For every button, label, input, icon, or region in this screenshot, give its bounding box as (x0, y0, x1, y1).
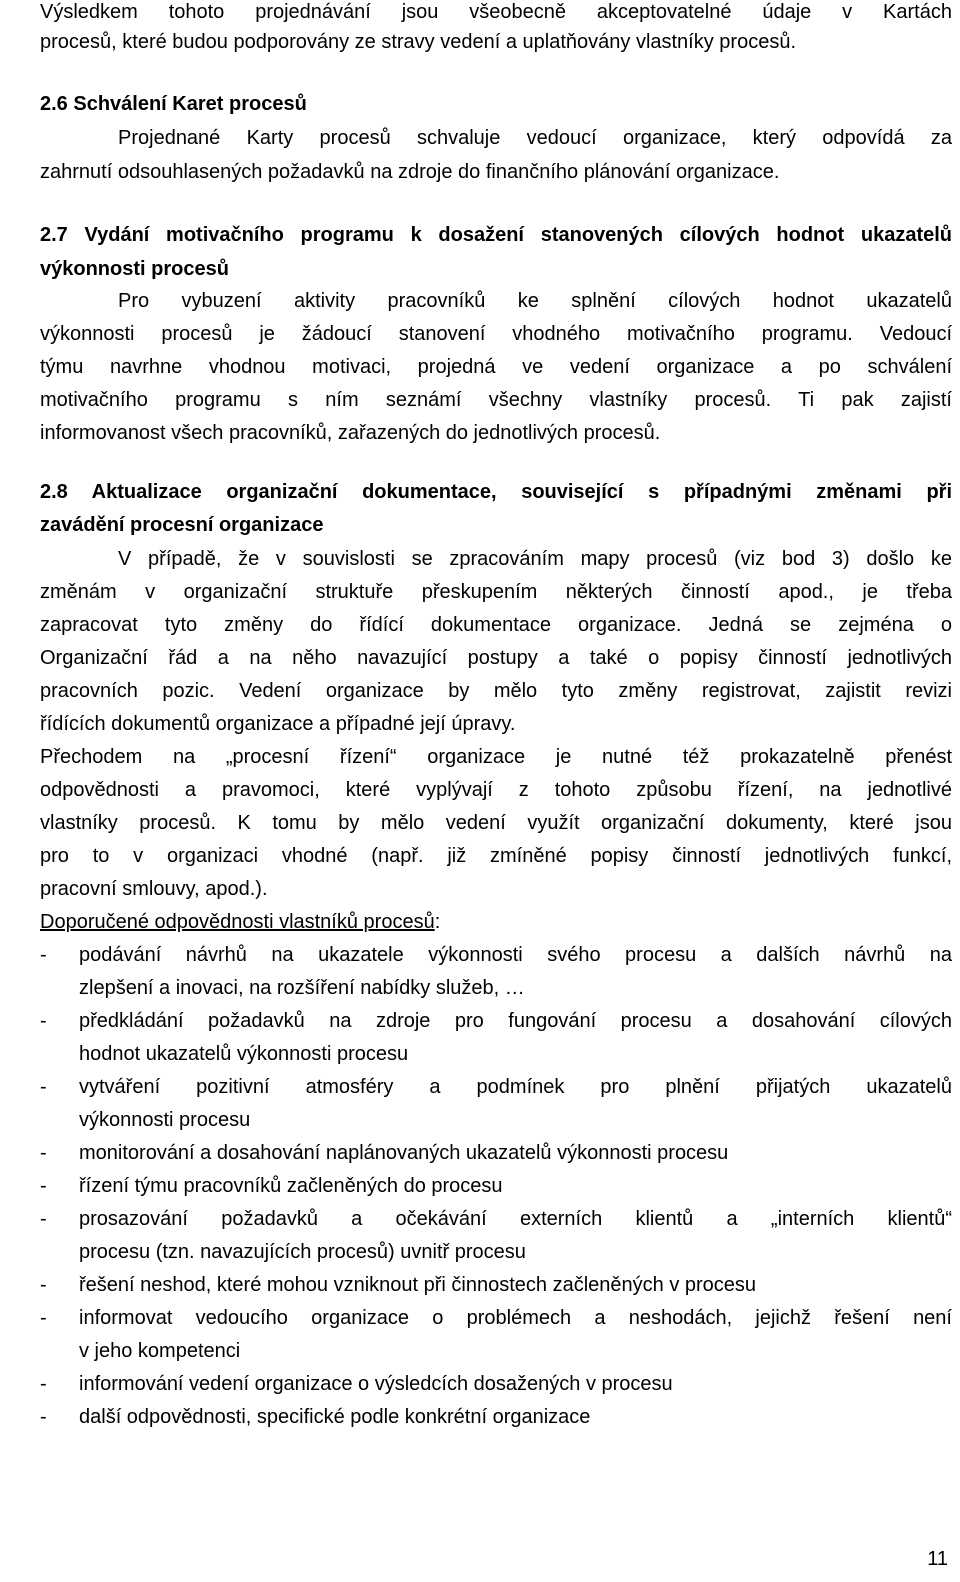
section-2-8-line-6: řídících dokumentů organizace a případné její úpravy. (40, 713, 516, 735)
section-2-6-heading: 2.6 Schválení Karet procesů (40, 93, 307, 115)
list-item-text (79, 1139, 952, 1167)
list-item-line: podávání návrhů na ukazatele výkonnosti svého procesu a dalších návrhů na (79, 944, 952, 966)
section-2-8-line-2: změnám v organizační struktuře přeskupením některých činností apod., je třeba (40, 581, 952, 603)
list-item-line: informovat vedoucího organizace o problémech a neshodách, jejichž řešení není (79, 1307, 952, 1329)
transfer-paragraph-line-2: odpovědnosti a pravomoci, které vyplývají z tohoto způsobu řízení, na jednotlivé (40, 779, 952, 801)
section-2-8-heading-line-1: 2.8 Aktualizace organizační dokumentace, související s případnými změnami při (40, 481, 952, 503)
list-item-line: procesu (tzn. navazujících procesů) uvnitř procesu (79, 1241, 526, 1263)
list-item-dash: - (40, 1010, 47, 1032)
list-item-text (79, 941, 952, 1002)
list-item-line: řešení neshod, které mohou vzniknout při činnostech začleněných v procesu (79, 1274, 757, 1296)
section-2-6-paragraph-line-2: zahrnutí odsouhlasených požadavků na zdroje do finančního plánování organizace. (40, 161, 780, 183)
section-2-7-line-2: výkonnosti procesů je žádoucí stanovení vhodného motivačního programu. Vedoucí (40, 323, 952, 345)
list-item-text (79, 1370, 952, 1398)
intro-line-2: procesů, které budou podporovány ze stravy vedení a uplatňovány vlastníky procesů. (40, 31, 797, 53)
responsibilities-title-colon: : (434, 911, 441, 933)
list-item-dash: - (40, 1175, 47, 1197)
list-item-line: informování vedení organizace o výsledcích dosažených v procesu (79, 1373, 673, 1395)
transfer-paragraph-line-1: Přechodem na „procesní řízení“ organizace je nutné též prokazatelně přenést (40, 746, 952, 768)
list-item-text (79, 1271, 952, 1299)
list-item-text (79, 1172, 952, 1200)
section-2-7-line-5: informovanost všech pracovníků, zařazených do jednotlivých procesů. (40, 422, 661, 444)
transfer-paragraph-line-3: vlastníky procesů. K tomu by mělo vedení využít organizační dokumenty, které jsou (40, 812, 952, 834)
list-item-text (79, 1073, 952, 1134)
list-item-line: výkonnosti procesu (79, 1109, 251, 1131)
list-item-dash: - (40, 1406, 47, 1428)
list-item-line: další odpovědnosti, specifické podle konkrétní organizace (79, 1406, 591, 1428)
list-item-dash: - (40, 1208, 47, 1230)
section-2-6-paragraph-line-1: Projednané Karty procesů schvaluje vedoucí organizace, který odpovídá za (118, 127, 952, 149)
list-item-text (79, 1205, 952, 1266)
list-item-line: hodnot ukazatelů výkonnosti procesu (79, 1043, 409, 1065)
section-2-8-line-1: V případě, že v souvislosti se zpracováním mapy procesů (viz bod 3) došlo ke (118, 548, 952, 570)
intro-line-1: Výsledkem tohoto projednávání jsou všeobecně akceptovatelné údaje v Kartách (40, 1, 952, 23)
list-item-line: předkládání požadavků na zdroje pro fungování procesu a dosahování cílových (79, 1010, 952, 1032)
list-item-text (79, 1403, 952, 1431)
list-item-dash: - (40, 1274, 47, 1296)
list-item-text (79, 1007, 952, 1068)
list-item-line: v jeho kompetenci (79, 1340, 241, 1362)
transfer-paragraph-line-4: pro to v organizaci vhodné (např. již zmíněné popisy činností jednotlivých funkcí, (40, 845, 952, 867)
responsibilities-list-title (40, 908, 952, 936)
list-item-line: vytváření pozitivní atmosféry a podmínek pro plnění přijatých ukazatelů (79, 1076, 952, 1098)
transfer-paragraph-line-5: pracovní smlouvy, apod.). (40, 878, 268, 900)
list-item-dash: - (40, 944, 47, 966)
list-item-line: monitorování a dosahování naplánovaných ukazatelů výkonnosti procesu (79, 1142, 729, 1164)
page-number: 11 (927, 1548, 948, 1570)
section-2-7-line-1: Pro vybuzení aktivity pracovníků ke splnění cílových hodnot ukazatelů (118, 290, 952, 312)
section-2-8-line-5: pracovních pozic. Vedení organizace by mělo tyto změny registrovat, zajistit revizi (40, 680, 952, 702)
list-item-line: zlepšení a inovaci, na rozšíření nabídky služeb, … (79, 977, 525, 999)
section-2-8-line-4: Organizační řád a na něho navazující postupy a také o popisy činností jednotlivých (40, 647, 952, 669)
list-item-line: řízení týmu pracovníků začleněných do procesu (79, 1175, 503, 1197)
list-item-text (79, 1304, 952, 1365)
section-2-7-line-4: motivačního programu s ním seznámí všechny vlastníky procesů. Ti pak zajistí (40, 389, 952, 411)
section-2-8-heading-line-2: zavádění procesní organizace (40, 514, 324, 536)
list-item-dash: - (40, 1076, 47, 1098)
list-item-dash: - (40, 1373, 47, 1395)
list-item-line: prosazování požadavků a očekávání externích klientů a „interních klientů“ (79, 1208, 952, 1230)
responsibilities-title-text: Doporučené odpovědnosti vlastníků procesů (40, 911, 435, 933)
section-2-7-heading-line-1: 2.7 Vydání motivačního programu k dosažení stanovených cílových hodnot ukazatelů (40, 224, 952, 246)
section-2-8-line-3: zapracovat tyto změny do řídící dokumentace organizace. Jedná se zejména o (40, 614, 952, 636)
section-2-7-line-3: týmu navrhne vhodnou motivaci, projedná ve vedení organizace a po schválení (40, 356, 952, 378)
list-item-dash: - (40, 1142, 47, 1164)
list-item-dash: - (40, 1307, 47, 1329)
section-2-7-heading-line-2: výkonnosti procesů (40, 258, 229, 280)
